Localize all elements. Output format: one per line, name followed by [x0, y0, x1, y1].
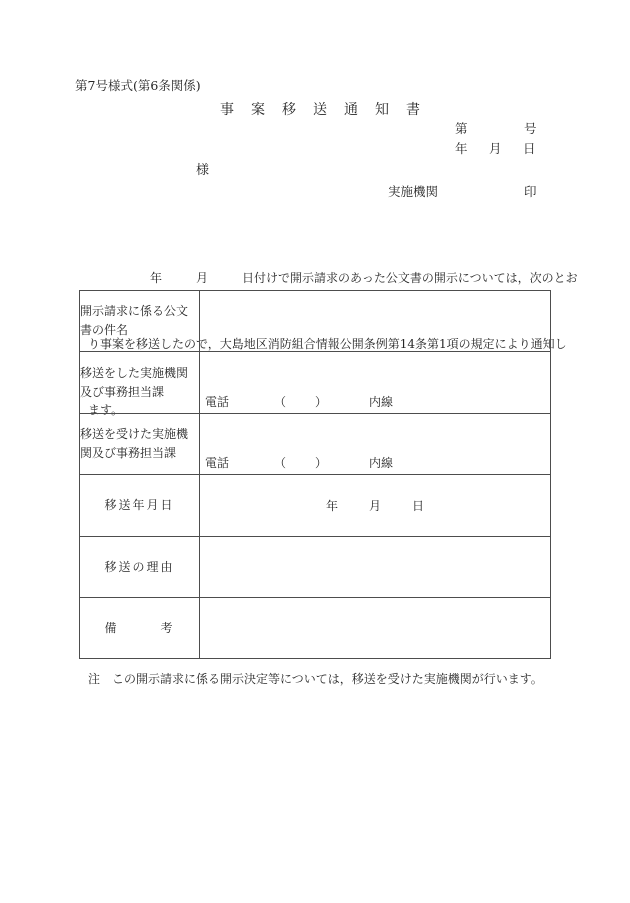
table-row-transferring-agency [80, 352, 551, 414]
row-label-remarks: 備 考 [80, 598, 200, 659]
issuer-label: 実施機関 [388, 184, 439, 199]
paren-close: ） [315, 395, 328, 409]
row-value-transfer-reason [200, 537, 551, 598]
row-value-remarks [200, 598, 551, 659]
row-value-receiving-agency [200, 414, 551, 475]
row-label-subject: 開示請求に係る公文書の件名 [80, 291, 200, 352]
date-month: 月 [368, 499, 381, 513]
table-row-transfer-reason [80, 537, 551, 598]
phone-line [200, 393, 550, 413]
seal-label: 印 [524, 184, 537, 199]
form-number: 第7号様式(第6条関係) [75, 78, 201, 93]
doc-number-suffix: 号 [524, 121, 537, 136]
body-line-1 [88, 267, 578, 289]
document-title: 事案移送通知書 [220, 102, 437, 118]
row-value-transferring-agency [200, 352, 551, 414]
transfer-table [79, 290, 551, 659]
header-date-day: 日 [523, 141, 536, 156]
body-month: 月 [196, 271, 209, 285]
phone-line [200, 454, 550, 474]
footnote: 注 この開示請求に係る開示決定等については，移送を受けた実施機関が行います。 [88, 672, 543, 686]
row-label-transfer-date: 移送年月日 [80, 475, 200, 537]
paren-open: （ [274, 456, 287, 470]
doc-number-prefix: 第 [455, 121, 468, 136]
paren-close: ） [315, 456, 328, 470]
transfer-date-line [200, 497, 550, 514]
date-day: 日 [412, 499, 425, 513]
row-label-receiving-agency: 移送を受けた実施機関及び事務担当課 [80, 414, 200, 475]
table-row-receiving-agency [80, 414, 551, 475]
row-label-transfer-reason: 移送の理由 [80, 537, 200, 598]
body-line-3: ます。 [88, 403, 124, 417]
header-date-month: 月 [489, 141, 502, 156]
row-value-transfer-date [200, 475, 551, 537]
extension-label: 内線 [369, 395, 394, 409]
tel-label: 電話 [205, 395, 230, 409]
row-label-transferring-agency: 移送をした実施機関及び事務担当課 [80, 352, 200, 414]
row-value-subject [200, 291, 551, 352]
table-row-transfer-date [80, 475, 551, 537]
date-year: 年 [325, 499, 338, 513]
extension-label: 内線 [369, 456, 394, 470]
addressee-honorific: 様 [196, 163, 210, 178]
table-row-subject [80, 291, 551, 352]
table-row-remarks [80, 598, 551, 659]
tel-label: 電話 [205, 456, 230, 470]
paren-open: （ [274, 395, 287, 409]
body-line-2: り事案を移送したので，大島地区消防組合情報公開条例第14条第1項の規定により通知し [88, 337, 567, 351]
header-date-year: 年 [455, 141, 468, 156]
body-line1-text: 日付けで開示請求のあった公文書の開示については，次のとお [242, 271, 578, 285]
body-year: 年 [150, 271, 163, 285]
